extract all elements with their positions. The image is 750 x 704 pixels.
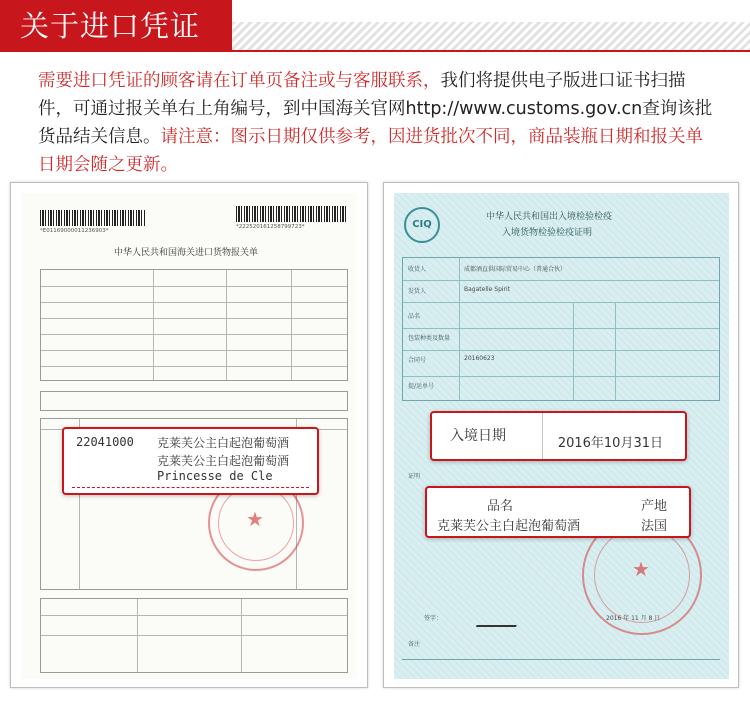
product-name-latin: Princesse de Cle (157, 469, 273, 483)
certificate-header-line2: 入境货物检验检疫证明 (502, 228, 593, 238)
ciq-logo: CIQ (404, 207, 440, 243)
entry-date-highlight (430, 411, 687, 461)
inspection-seal: ★ (582, 515, 702, 635)
product-code-highlight (62, 427, 319, 495)
notice-certificate-info: 我们将提供电子版进口证书扫描件，可通过报关单右上角编号，到中国海关官网http://www.customs.gov.cn查询该批货品结关信息。 (38, 71, 713, 147)
signature-mark (476, 605, 524, 627)
certificate-date: 2016 年 11 月 8 日 (606, 615, 661, 622)
barcode-right (236, 206, 346, 222)
barcode-left-number: *E01169000011236903* (40, 228, 109, 234)
inspection-certificate-image (383, 182, 739, 688)
entry-date-divider (542, 413, 543, 459)
header-banner (0, 0, 750, 52)
hs-code: 22041000 (76, 435, 134, 449)
product-name-cn: 克莱芙公主白起泡葡萄酒 (157, 436, 290, 450)
declaration-remark-row (40, 391, 348, 411)
origin-value: 法国 (640, 519, 667, 534)
value-shipper: Bagatelle Spirit (464, 286, 511, 293)
value-contract-no: 20160623 (464, 355, 495, 362)
header-divider (0, 50, 750, 52)
label-consignee: 收货人 (408, 266, 427, 273)
footer-line (402, 659, 720, 660)
label-bill-no: 提/运单号 (408, 383, 435, 390)
value-consignee: 成都酒直供国际贸易中心（普通合伙） (464, 266, 567, 273)
label-remark: 备注 (408, 641, 421, 648)
product-name-value: 克莱芙公主白起泡葡萄酒 (437, 519, 581, 534)
origin-header: 产地 (640, 499, 667, 514)
label-signature: 签字： (424, 615, 443, 622)
label-goods-name: 品名 (408, 313, 421, 320)
product-name-cn-repeat: 克莱芙公主白起泡葡萄酒 (157, 454, 290, 468)
notice-warning: 请注意：图示日期仅供参考，因进货批次不同，商品装瓶日期和报关单日期会随之更新。 (38, 127, 703, 175)
certificate-header-line1: 中华人民共和国出入境检验检疫 (486, 212, 613, 222)
label-certificate: 证明 (408, 473, 421, 480)
entry-date-label: 入境日期 (450, 428, 506, 444)
label-contract-no: 合同号 (408, 357, 427, 364)
customs-seal: ★ (208, 475, 304, 571)
barcode-left (40, 210, 145, 226)
customs-declaration-image (10, 182, 368, 688)
title-block (0, 0, 232, 52)
declaration-footer-table (40, 598, 348, 673)
notice-contact: 需要进口凭证的顾客请在订单页备注或与客服联系， (38, 71, 441, 91)
decorative-stripes (232, 22, 750, 50)
barcode-right-number: *222520161258799723* (236, 224, 305, 230)
page-title: 关于进口凭证 (20, 9, 201, 43)
declaration-title: 中华人民共和国海关进口货物报关单 (114, 248, 259, 258)
product-name-header: 品名 (487, 499, 514, 514)
entry-date-value: 2016年10月31日 (557, 436, 663, 451)
certificate-info-table (402, 257, 720, 401)
label-shipper: 发货人 (408, 288, 427, 295)
product-origin-highlight (425, 486, 691, 538)
declaration-header-table (40, 269, 348, 381)
label-package: 包装种类及数量 (408, 335, 451, 342)
highlight-dashed-line (72, 487, 309, 488)
import-notice (38, 67, 718, 179)
